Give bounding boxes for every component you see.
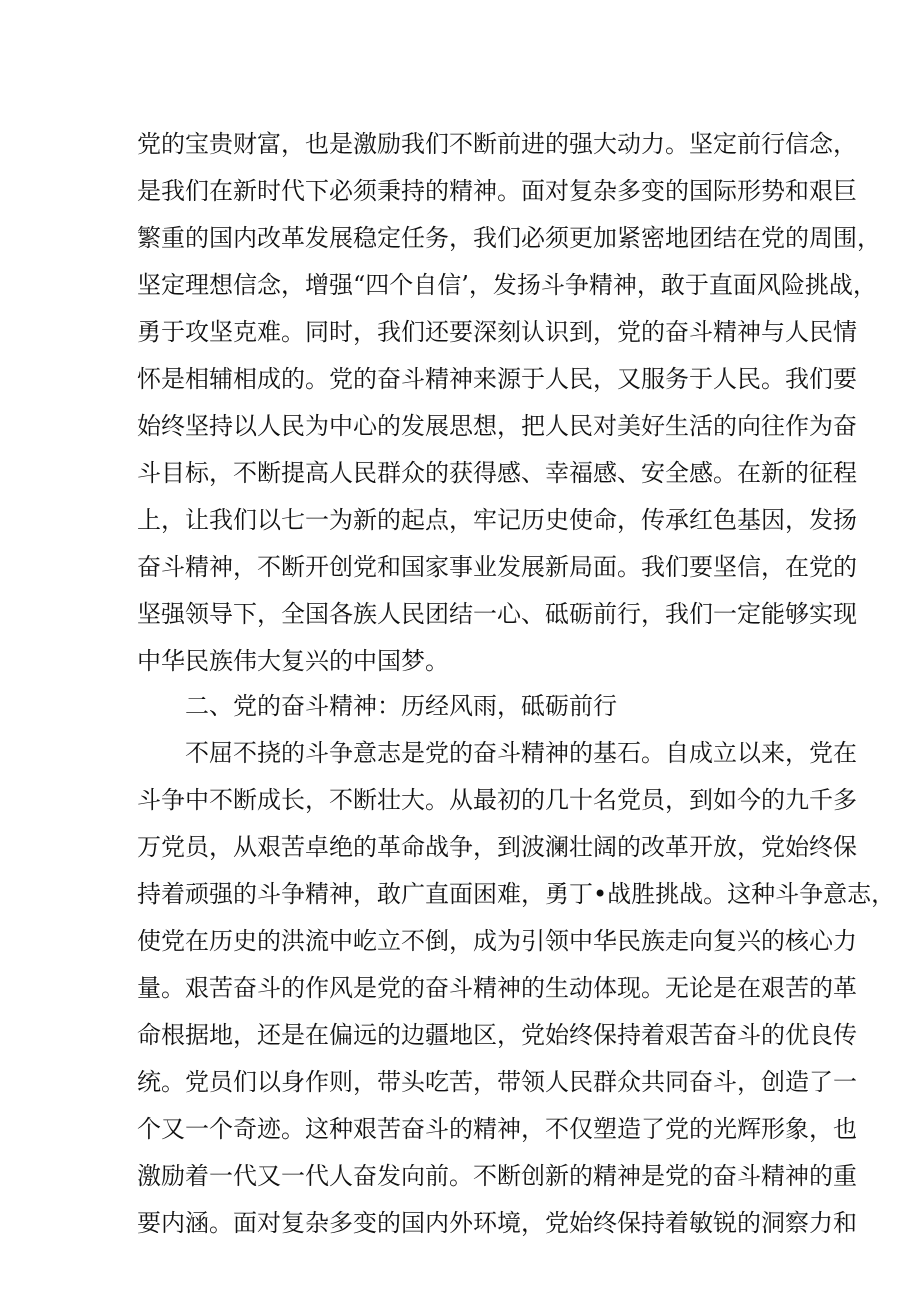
paragraph-line: 个又一个奇迹。这种艰苦奋斗的精神，不仅塑造了党的光辉形象，也 — [137, 1115, 857, 1143]
paragraph-line: 怀是相辅相成的。党的奋斗精神来源于人民，又服务于人民。我们要 — [137, 365, 857, 393]
paragraph-line: 奋斗精神，不断开创党和国家事业发展新局面。我们要坚信，在党的 — [137, 553, 857, 581]
paragraph-line: 坚强领导下，全国各族人民团结一心、砥砺前行，我们一定能够实现 — [137, 600, 857, 628]
paragraph-line: 使党在历史的洪流中屹立不倒，成为引领中华民族走向复兴的核心力 — [137, 927, 857, 955]
paragraph-line: 党的宝贵财富，也是激励我们不断前进的强大动力。坚定前行信念， — [137, 130, 857, 158]
paragraph-line: 始终坚持以人民为中心的发展思想，把人民对美好生活的向往作为奋 — [137, 412, 857, 440]
paragraph-line: 统。党员们以身作则，带头吃苦，带领人民群众共同奋斗，创造了一 — [137, 1068, 857, 1096]
paragraph-line: 持着顽强的斗争精神，敢广直面困难，勇丁•战胜挑战。这种斗争意志， — [137, 880, 896, 908]
paragraph-line: 中华民族伟大复兴的中国梦。 — [137, 647, 449, 675]
paragraph-line: 量。艰苦奋斗的作风是党的奋斗精神的生动体现。无论是在艰苦的革 — [137, 974, 857, 1002]
paragraph-line: 勇于攻坚克难。同时，我们还要深刻认识到，党的奋斗精神与人民情 — [137, 318, 857, 346]
paragraph-line: 不屈不挠的斗争意志是党的奋斗精神的基石。自成立以来，党在 — [185, 739, 857, 767]
paragraph-line: 是我们在新时代下必须秉持的精神。面对复杂多变的国际形势和艰巨 — [137, 177, 857, 205]
paragraph-line: 斗争中不断成长，不断壮大。从最初的几十名党员，到如今的九千多 — [137, 786, 857, 814]
paragraph-line: 斗目标，不断提高人民群众的获得感、幸福感、安全感。在新的征程 — [137, 459, 857, 487]
paragraph-line: 坚定理想信念，增强“四个自信’，发扬斗争精神，敢于直面风险挑战， — [137, 271, 877, 299]
paragraph-line: 激励着一代又一代人奋发向前。不断创新的精神是党的奋斗精神的重 — [137, 1162, 857, 1190]
paragraph-line: 命根据地，还是在偏远的边疆地区，党始终保持着艰苦奋斗的优良传 — [137, 1021, 857, 1049]
paragraph-line: 上，让我们以七一为新的起点，牢记历史使命，传承红色基因，发扬 — [137, 506, 857, 534]
paragraph-line: 繁重的国内改革发展稳定任务，我们必须更加紧密地团结在党的周围， — [137, 224, 881, 252]
section-heading: 二、党的奋斗精神：历经风雨，砥砺前行 — [185, 692, 617, 720]
paragraph-line: 要内涵。面对复杂多变的国内外环境，党始终保持着敏锐的洞察力和 — [137, 1209, 857, 1237]
paragraph-line: 万党员，从艰苦卓绝的革命战争，到波澜壮阔的改革开放，党始终保 — [137, 833, 857, 861]
